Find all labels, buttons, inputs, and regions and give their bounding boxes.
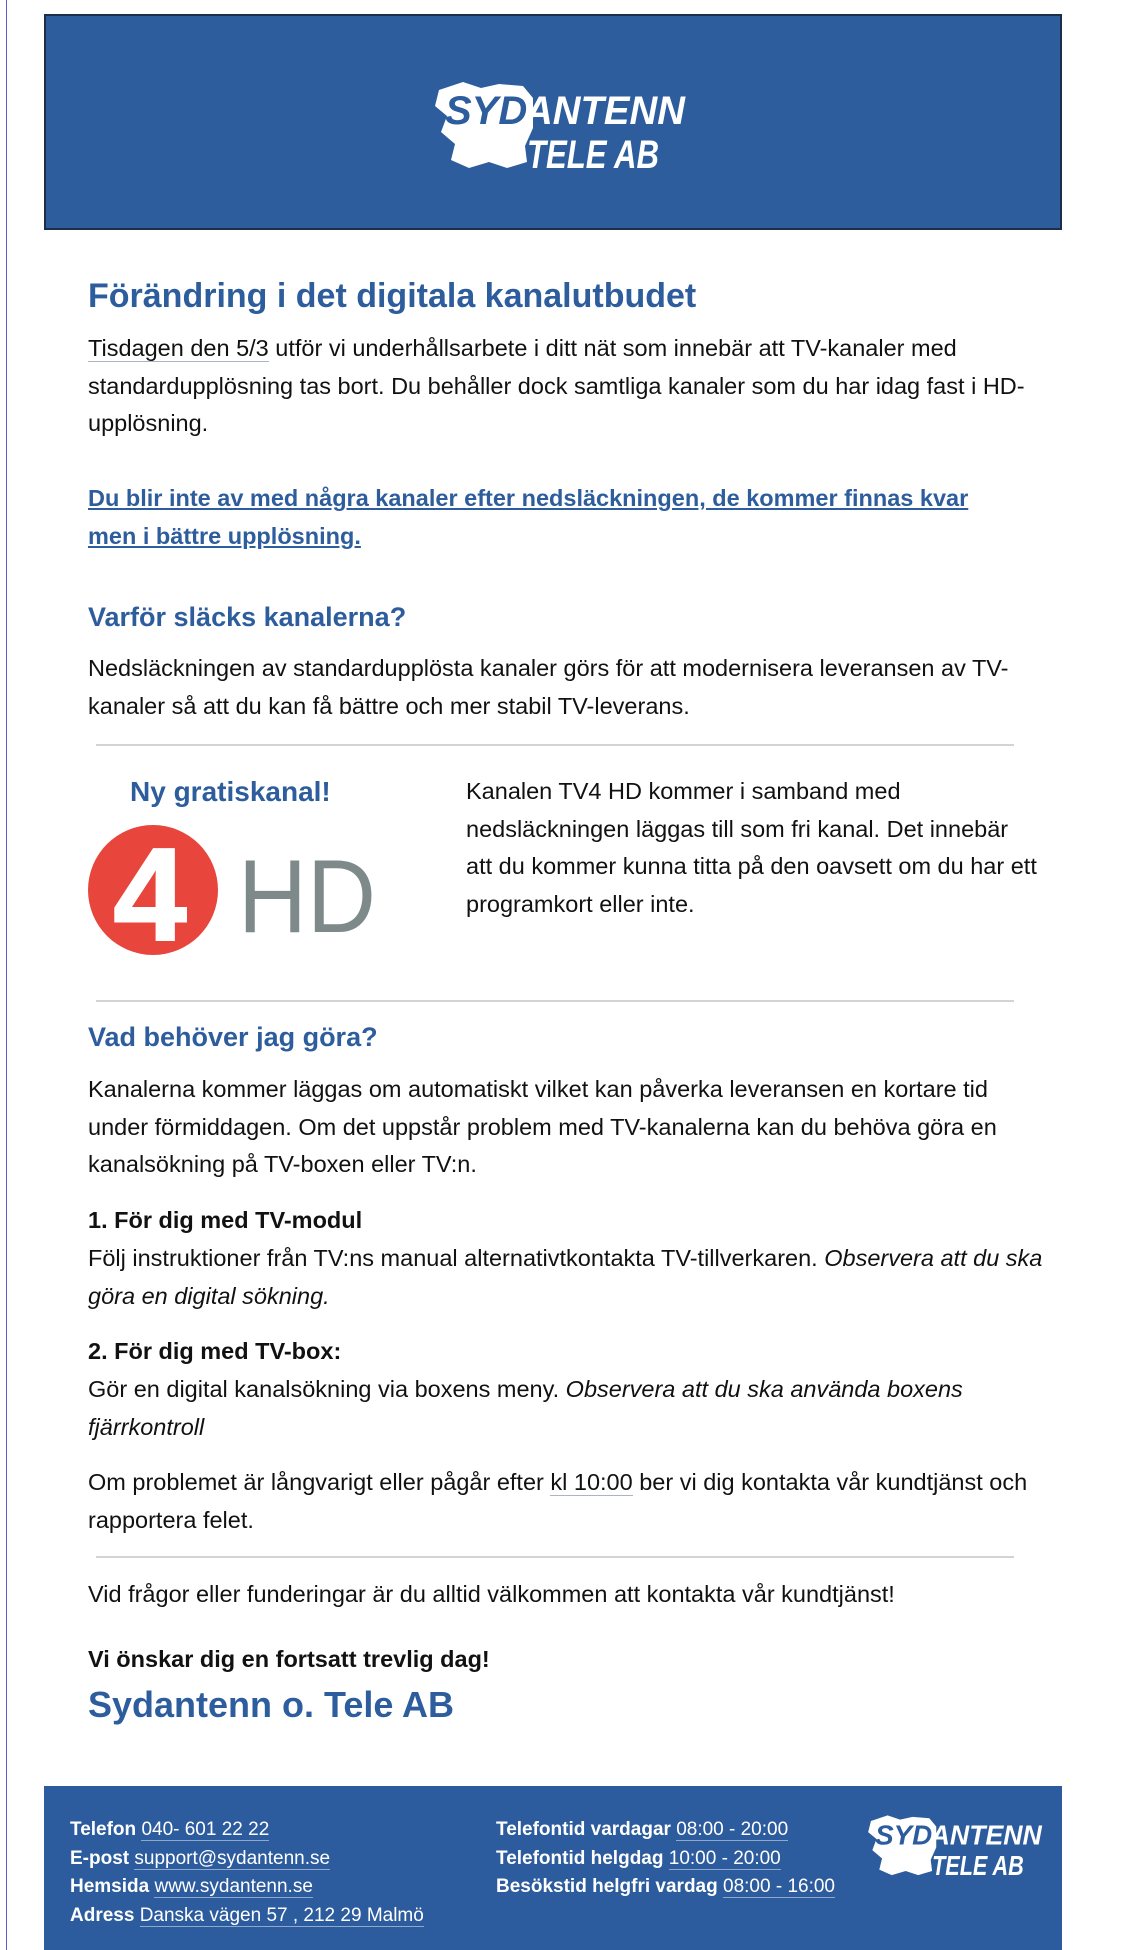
left-border-line	[6, 0, 7, 1950]
address-link[interactable]: Danska vägen 57 , 212 29 Malmö	[139, 1904, 424, 1926]
step1-instruction: Följ instruktioner från TV:ns manual alternativtkontakta TV-tillverkaren.	[88, 1245, 825, 1271]
step1-note: Observera att du ska göra en digital sökning.	[88, 1245, 1043, 1309]
step2-title: 2. För dig med TV-box:	[88, 1338, 342, 1364]
intro-text	[88, 330, 1048, 443]
questions-text: Vid frågor eller funderingar är du alltid välkommen att kontakta vår kundtjänst!	[88, 1581, 895, 1607]
problem-time: kl 10:00	[550, 1469, 633, 1495]
problem-before: Om problemet är långvarigt eller pågår efter	[88, 1469, 551, 1495]
step1-title: 1. För dig med TV-modul	[88, 1207, 363, 1233]
tv4-number: 4	[113, 824, 187, 958]
web-label: Hemsida	[70, 1876, 150, 1897]
why-heading: Varför släcks kanalerna?	[88, 602, 407, 632]
logo-text-antenn: ANTENN	[524, 89, 687, 133]
step2-note: Observera att du ska använda boxens fjärrkontroll	[88, 1376, 963, 1440]
hd-text: HD	[238, 839, 376, 955]
signature: Sydantenn o. Tele AB	[88, 1684, 455, 1725]
footer-email	[70, 1845, 424, 1874]
problem-text	[88, 1464, 1048, 1539]
footer-hours	[496, 1816, 835, 1902]
page-title: Förändring i det digitala kanalutbudet	[88, 277, 697, 315]
phone-label: Telefon	[70, 1819, 137, 1840]
logo-text-tele-ab: TELE AB	[527, 133, 659, 176]
divider	[96, 744, 1014, 746]
step2-text	[88, 1371, 1048, 1446]
footer	[44, 1786, 1062, 1950]
weekday-hours: 08:00 - 20:00	[676, 1819, 789, 1840]
address-label: Adress	[70, 1904, 135, 1926]
footer-address	[70, 1902, 424, 1931]
closing-text: Vi önskar dig en fortsatt trevlig dag!	[88, 1646, 490, 1672]
email-link[interactable]: support@sydantenn.se	[134, 1847, 331, 1869]
footer-logo-antenn: ANTENN	[929, 1819, 1043, 1851]
phone-link[interactable]: 040- 601 22 22	[141, 1819, 270, 1840]
weekday-label: Telefontid vardagar	[496, 1819, 671, 1840]
footer-visit-hours	[496, 1873, 835, 1902]
new-channel-heading: Ny gratiskanal!	[130, 776, 331, 807]
step1-text	[88, 1240, 1048, 1315]
divider	[96, 1556, 1014, 1558]
email-label: E-post	[70, 1847, 130, 1869]
email-header-banner	[44, 14, 1062, 230]
holiday-hours: 10:00 - 20:00	[668, 1847, 781, 1869]
footer-logo-syd: SYD	[875, 1819, 933, 1851]
intro-rest: utför vi underhållsarbete i ditt nät som innebär att TV-kanaler med standardupplösning tas bort. Du behåller dock samtliga kanaler som du har idag fast i HD-upplösning.	[88, 335, 1025, 436]
footer-holiday-hours	[496, 1845, 835, 1874]
footer-phone	[70, 1816, 424, 1845]
todo-text: Kanalerna kommer läggas om automatiskt vilket kan påverka leveransen en kortare tid under förmiddagen. Om det uppstår problem med TV-kanalerna kan du behöva göra en kanalsökning på TV-boxen eller TV:n.	[88, 1076, 997, 1177]
footer-logo	[864, 1810, 1046, 1882]
highlight-link[interactable]: Du blir inte av med några kanaler efter nedsläckningen, de kommer finnas kvar men i bättre upplösning.	[88, 485, 969, 549]
web-link[interactable]: www.sydantenn.se	[154, 1876, 313, 1897]
divider	[96, 1000, 1014, 1002]
why-text: Nedsläckningen av standardupplösta kanaler görs för att modernisera leveransen av TV-kanaler så att du kan få bättre och mer stabil TV-leverans.	[88, 655, 1009, 719]
date-link[interactable]: Tisdagen den 5/3	[88, 335, 269, 361]
new-channel-text: Kanalen TV4 HD kommer i samband med nedsläckningen läggas till som fri kanal. Det innebär att du kommer kunna titta på den oavsett om du har ett programkort eller inte.	[466, 778, 1037, 917]
problem-after: ber vi dig kontakta vår kundtjänst och rapportera felet.	[88, 1469, 1028, 1533]
footer-logo-tele-ab: TELE AB	[932, 1850, 1024, 1882]
holiday-label: Telefontid helgdag	[496, 1847, 664, 1869]
visit-label: Besökstid helgfri vardag	[496, 1876, 718, 1897]
logo-text-syd: SYD	[445, 89, 528, 133]
visit-hours: 08:00 - 16:00	[723, 1876, 835, 1897]
footer-weekday-hours	[496, 1816, 835, 1845]
todo-heading: Vad behöver jag göra?	[88, 1022, 378, 1052]
footer-contact	[70, 1816, 424, 1930]
sydantenn-logo	[429, 76, 691, 176]
footer-web	[70, 1873, 424, 1902]
step2-instruction: Gör en digital kanalsökning via boxens meny.	[88, 1376, 566, 1402]
tv4-hd-logo	[88, 824, 378, 963]
